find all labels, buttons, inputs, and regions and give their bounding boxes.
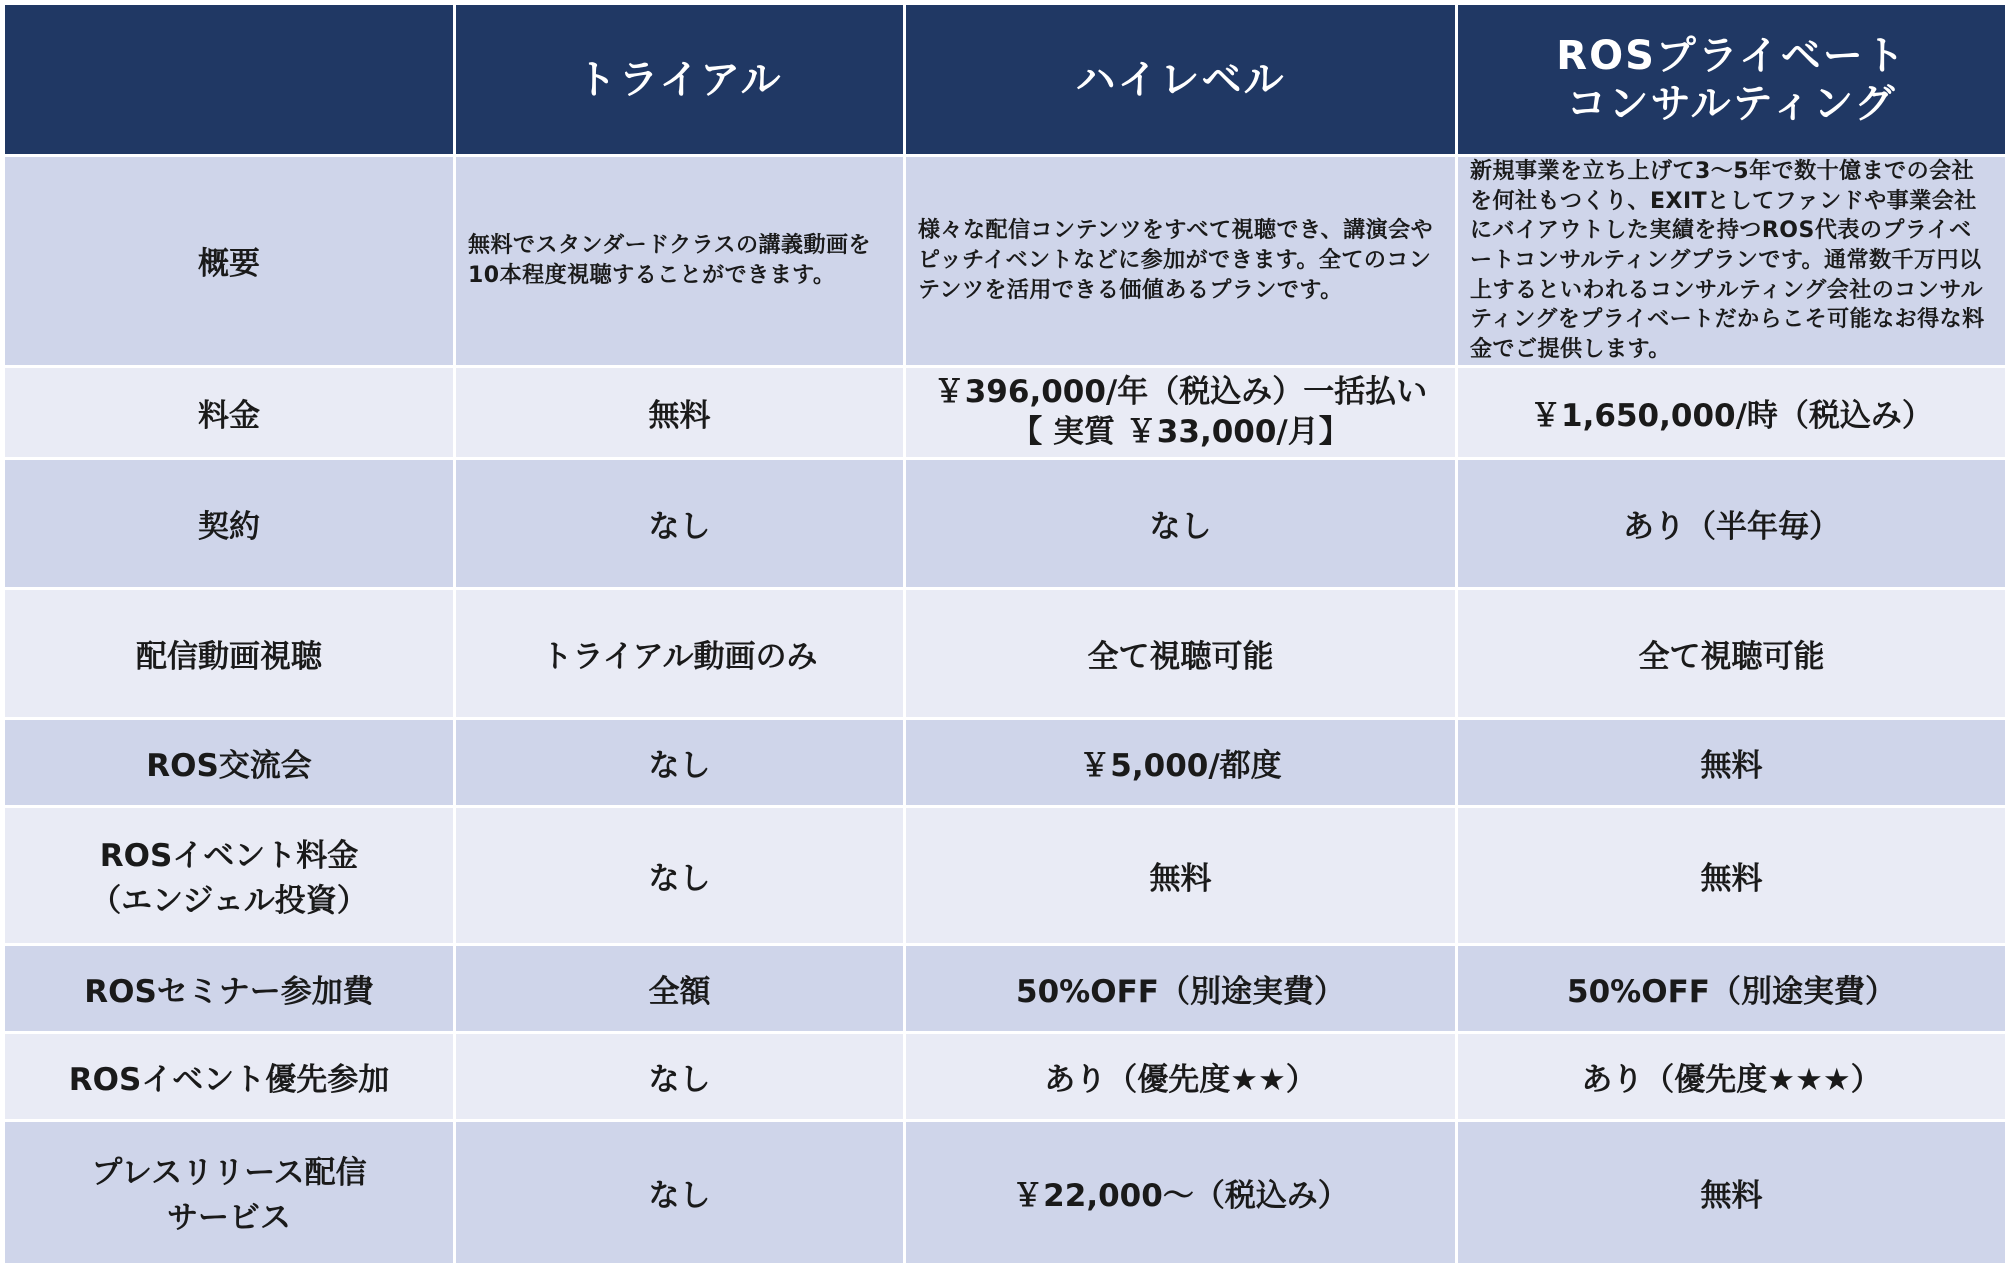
row-label-overview: 概要 — [4, 156, 455, 367]
video-private: 全て視聴可能 — [1457, 588, 2007, 718]
event-fee-highlevel: 無料 — [905, 806, 1457, 944]
event-fee-private: 無料 — [1457, 806, 2007, 944]
row-price — [4, 366, 2007, 458]
contract-highlevel: なし — [905, 458, 1457, 588]
seminar-private: 50%OFF（別途実費） — [1457, 944, 2007, 1032]
priority-trial: なし — [455, 1032, 905, 1120]
row-label-seminar: ROSセミナー参加費 — [4, 944, 455, 1032]
row-label-price: 料金 — [4, 366, 455, 458]
row-label-event-fee-line1: ROSイベント料金 — [99, 838, 359, 875]
meetup-trial: なし — [455, 718, 905, 806]
video-trial: トライアル動画のみ — [455, 588, 905, 718]
row-label-event-fee — [4, 806, 455, 944]
overview-trial: 無料でスタンダードクラスの講義動画を10本程度視聴することができます。 — [455, 156, 905, 367]
row-label-press — [4, 1120, 455, 1264]
row-seminar — [4, 944, 2007, 1032]
header-private-consulting — [1457, 4, 2007, 156]
meetup-private: 無料 — [1457, 718, 2007, 806]
header-empty-cell — [4, 4, 455, 156]
press-private: 無料 — [1457, 1120, 2007, 1264]
price-private: ￥1,650,000/時（税込み） — [1457, 366, 2007, 458]
price-highlevel-line1: ￥396,000/年（税込み）一括払い — [933, 374, 1428, 411]
price-highlevel — [905, 366, 1457, 458]
row-label-video: 配信動画視聴 — [4, 588, 455, 718]
row-label-priority: ROSイベント優先参加 — [4, 1032, 455, 1120]
row-overview — [4, 156, 2007, 367]
plan-comparison-table — [2, 2, 2007, 1266]
row-press — [4, 1120, 2007, 1264]
press-highlevel: ￥22,000〜（税込み） — [905, 1120, 1457, 1264]
priority-highlevel: あり（優先度★★） — [905, 1032, 1457, 1120]
price-highlevel-line2: 【 実質 ￥33,000/月】 — [1011, 414, 1350, 451]
press-trial: なし — [455, 1120, 905, 1264]
contract-trial: なし — [455, 458, 905, 588]
row-label-press-line1: プレスリリース配信 — [91, 1155, 367, 1192]
video-highlevel: 全て視聴可能 — [905, 588, 1457, 718]
row-label-press-line2: サービス — [167, 1200, 291, 1237]
priority-private: あり（優先度★★★） — [1457, 1032, 2007, 1120]
header-private-line2: コンサルティング — [1566, 80, 1897, 127]
header-private-line1: ROSプライベート — [1556, 32, 1907, 79]
meetup-highlevel: ￥5,000/都度 — [905, 718, 1457, 806]
header-highlevel: ハイレベル — [905, 4, 1457, 156]
overview-highlevel: 様々な配信コンテンツをすべて視聴でき、講演会やピッチイベントなどに参加ができます。全てのコンテンツを活用できる価値あるプランです。 — [905, 156, 1457, 367]
row-meetup — [4, 718, 2007, 806]
row-label-meetup: ROS交流会 — [4, 718, 455, 806]
seminar-highlevel: 50%OFF（別途実費） — [905, 944, 1457, 1032]
contract-private: あり（半年毎） — [1457, 458, 2007, 588]
row-contract — [4, 458, 2007, 588]
row-label-contract: 契約 — [4, 458, 455, 588]
header-trial: トライアル — [455, 4, 905, 156]
row-priority — [4, 1032, 2007, 1120]
header-row — [4, 4, 2007, 156]
price-trial: 無料 — [455, 366, 905, 458]
row-video — [4, 588, 2007, 718]
overview-private: 新規事業を立ち上げて3〜5年で数十億までの会社を何社もつくり、EXITとしてファンドや事業会社にバイアウトした実績を持つROS代表のプライベートコンサルティングプランです。通常数千万円以上するといわれるコンサルティング会社のコンサルティングをプライベートだからこそ可能なお得な料金でご提供します。 — [1457, 156, 2007, 367]
row-label-event-fee-line2: （エンジェル投資） — [90, 883, 368, 920]
row-event-fee — [4, 806, 2007, 944]
event-fee-trial: なし — [455, 806, 905, 944]
seminar-trial: 全額 — [455, 944, 905, 1032]
